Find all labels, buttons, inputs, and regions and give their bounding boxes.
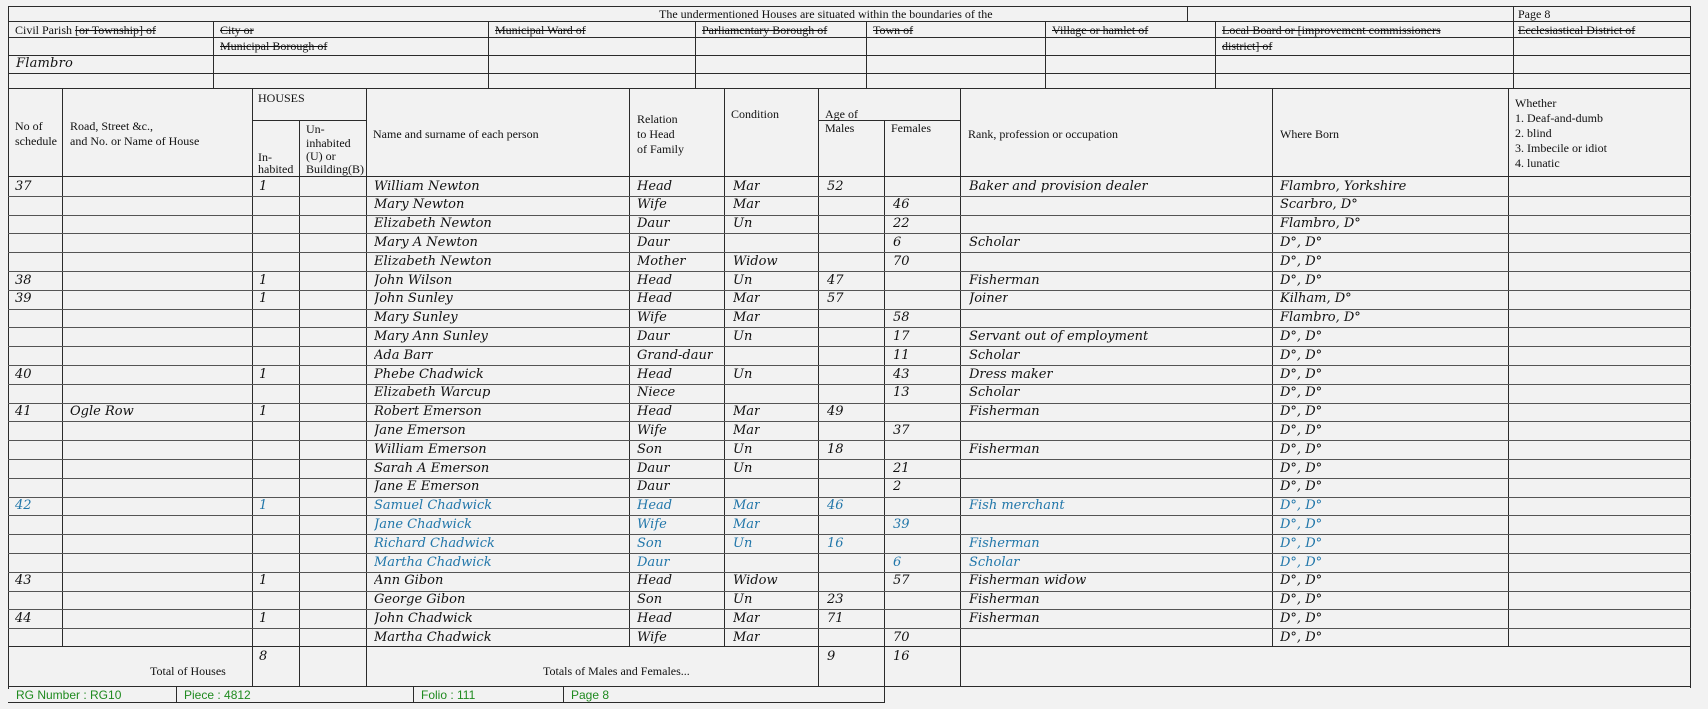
occupation-cell: Scholar: [969, 347, 1020, 363]
inhabited-cell: 1: [259, 178, 268, 194]
males-cell: 52: [827, 178, 844, 194]
name-header: Name and surname of each person: [373, 127, 539, 141]
males-cell: 57: [827, 291, 844, 307]
occupation-cell: Scholar: [969, 385, 1020, 401]
name-cell: Richard Chadwick: [374, 535, 495, 551]
parish-value: Flambro: [16, 56, 74, 71]
born-cell: D°, D°: [1280, 253, 1323, 269]
relation-cell: Mother: [637, 253, 686, 269]
uninhabited-header-3: (U) or: [306, 149, 336, 163]
row-divider: [8, 572, 1691, 573]
schedule-cell: 39: [15, 291, 32, 307]
relation-cell: Son: [637, 535, 663, 551]
houses-header: HOUSES: [258, 91, 305, 105]
uninhabited-header: Un-: [306, 122, 325, 136]
relation-cell: Head: [637, 366, 673, 382]
name-cell: Ada Barr: [374, 347, 434, 363]
occupation-cell: Baker and provision dealer: [969, 178, 1148, 194]
occupation-cell: Scholar: [969, 234, 1020, 250]
parliamentary-borough-label: Parliamentary Borough of: [702, 23, 828, 37]
relation-header: Relation: [637, 112, 678, 126]
females-cell: 6: [893, 554, 902, 570]
females-cell: 43: [893, 366, 910, 382]
name-cell: George Gibon: [374, 592, 466, 608]
schedule-cell: 42: [15, 498, 32, 514]
occupation-cell: Fisherman: [969, 272, 1040, 288]
rg-number: RG Number : RG10: [16, 688, 122, 702]
road-header-2: and No. or Name of House: [70, 134, 200, 148]
occupation-cell: Fisherman widow: [969, 573, 1087, 589]
name-cell: Mary Sunley: [374, 310, 458, 326]
row-divider: [8, 403, 1691, 404]
born-cell: D°, D°: [1280, 385, 1323, 401]
row-divider: [8, 346, 1691, 347]
row-divider: [8, 609, 1691, 610]
occupation-cell: Fisherman: [969, 592, 1040, 608]
name-cell: Elizabeth Newton: [374, 216, 492, 232]
name-cell: John Sunley: [374, 291, 453, 307]
occupation-cell: Fisherman: [969, 610, 1040, 626]
row-divider: [8, 215, 1691, 216]
relation-cell: Son: [637, 441, 663, 457]
occupation-cell: Joiner: [969, 291, 1009, 307]
schedule-cell: 41: [15, 404, 32, 420]
females-cell: 57: [893, 573, 910, 589]
condition-cell: Mar: [733, 178, 761, 194]
males-cell: 18: [827, 441, 844, 457]
born-cell: D°, D°: [1280, 498, 1323, 514]
row-divider: [8, 553, 1691, 554]
condition-cell: Un: [733, 216, 753, 232]
name-cell: Elizabeth Warcup: [374, 385, 491, 401]
municipal-borough-label: Municipal Borough of: [220, 39, 328, 53]
row-divider: [8, 252, 1691, 253]
born-cell: Scarbro, D°: [1280, 197, 1358, 213]
schedule-cell: 44: [15, 610, 32, 626]
totals-persons-label: Totals of Males and Females...: [543, 664, 690, 678]
relation-cell: Head: [637, 498, 673, 514]
born-cell: Flambro, D°: [1280, 310, 1361, 326]
row-divider: [8, 327, 1691, 328]
name-cell: Samuel Chadwick: [374, 498, 493, 514]
name-cell: Phebe Chadwick: [374, 366, 484, 382]
civil-parish-label: Civil Parish [or Township] of: [15, 23, 156, 37]
row-divider: [8, 534, 1691, 535]
inhabited-header-2: habited: [258, 162, 294, 176]
relation-cell: Wife: [637, 197, 667, 213]
condition-cell: Mar: [733, 310, 761, 326]
condition-cell: Un: [733, 328, 753, 344]
born-cell: D°, D°: [1280, 404, 1323, 420]
name-cell: Mary A Newton: [374, 234, 478, 250]
occupation-header: Rank, profession or occupation: [968, 127, 1118, 141]
inhabited-cell: 1: [259, 573, 268, 589]
relation-cell: Head: [637, 291, 673, 307]
name-cell: Mary Ann Sunley: [374, 328, 488, 344]
males-cell: 49: [827, 404, 844, 420]
name-cell: William Emerson: [374, 441, 487, 457]
local-board-label: Local Board or [improvement commissioners: [1222, 23, 1441, 37]
born-cell: Flambro, Yorkshire: [1280, 178, 1407, 194]
row-divider: [8, 290, 1691, 291]
row-divider: [8, 497, 1691, 498]
females-cell: 58: [893, 310, 910, 326]
males-cell: 46: [827, 498, 844, 514]
relation-cell: Daur: [637, 328, 670, 344]
schedule-cell: 40: [15, 366, 32, 382]
born-cell: D°, D°: [1280, 441, 1323, 457]
row-divider: [8, 515, 1691, 516]
row-divider: [8, 440, 1691, 441]
schedule-header-2: schedule: [15, 134, 57, 148]
females-cell: 37: [893, 422, 910, 438]
condition-cell: Un: [733, 592, 753, 608]
relation-cell: Head: [637, 404, 673, 420]
occupation-cell: Fish merchant: [969, 498, 1065, 514]
relation-cell: Wife: [637, 516, 667, 532]
schedule-header: No of: [15, 119, 43, 133]
relation-cell: Grand-daur: [637, 347, 714, 363]
females-cell: 46: [893, 197, 910, 213]
females-cell: 70: [893, 253, 910, 269]
name-cell: Martha Chadwick: [374, 629, 492, 645]
schedule-cell: 37: [15, 178, 32, 194]
whether-option-4: 4. lunatic: [1515, 156, 1560, 170]
inhabited-header: In-: [258, 150, 272, 164]
condition-cell: Un: [733, 460, 753, 476]
relation-cell: Head: [637, 610, 673, 626]
inhabited-cell: 1: [259, 498, 268, 514]
ecclesiastical-label: Ecclesiastical District of: [1518, 23, 1636, 37]
whether-option-1: 1. Deaf-and-dumb: [1515, 111, 1603, 125]
females-cell: 13: [893, 385, 910, 401]
relation-cell: Head: [637, 573, 673, 589]
born-header: Where Born: [1280, 127, 1339, 141]
born-cell: D°, D°: [1280, 610, 1323, 626]
municipal-ward-label: Municipal Ward of: [495, 23, 586, 37]
occupation-cell: Scholar: [969, 554, 1020, 570]
born-cell: D°, D°: [1280, 347, 1323, 363]
condition-cell: Un: [733, 535, 753, 551]
born-cell: D°, D°: [1280, 272, 1323, 288]
males-cell: 71: [827, 610, 844, 626]
condition-cell: Mar: [733, 422, 761, 438]
condition-cell: Un: [733, 366, 753, 382]
females-header: Females: [891, 121, 931, 135]
total-inhabited: 8: [259, 649, 268, 664]
born-cell: Kilham, D°: [1280, 291, 1352, 307]
born-cell: D°, D°: [1280, 554, 1323, 570]
born-cell: D°, D°: [1280, 328, 1323, 344]
row-divider: [8, 459, 1691, 460]
name-cell: Sarah A Emerson: [374, 460, 490, 476]
row-divider: [8, 628, 1691, 629]
village-label: Village or hamlet of: [1052, 23, 1149, 37]
city-label: City or: [220, 23, 254, 37]
header-banner: The undermentioned Houses are situated within the boundaries of the: [659, 7, 993, 21]
whether-option-2: 2. blind: [1515, 126, 1552, 140]
name-cell: Elizabeth Newton: [374, 253, 492, 269]
relation-header-3: of Family: [637, 142, 684, 156]
condition-cell: Widow: [733, 573, 778, 589]
born-cell: D°, D°: [1280, 573, 1323, 589]
relation-cell: Niece: [637, 385, 676, 401]
uninhabited-header-4: Building(B): [306, 162, 365, 176]
name-cell: Ann Gibon: [374, 573, 444, 589]
road-cell: Ogle Row: [70, 404, 134, 420]
females-cell: 22: [893, 216, 910, 232]
occupation-cell: Fisherman: [969, 404, 1040, 420]
occupation-cell: Dress maker: [969, 366, 1053, 382]
inhabited-cell: 1: [259, 404, 268, 420]
relation-cell: Wife: [637, 629, 667, 645]
row-divider: [8, 233, 1691, 234]
born-cell: D°, D°: [1280, 629, 1323, 645]
row-divider: [8, 421, 1691, 422]
name-cell: Mary Newton: [374, 197, 465, 213]
inhabited-cell: 1: [259, 291, 268, 307]
name-cell: John Wilson: [374, 272, 453, 288]
row-divider: [8, 309, 1691, 310]
local-board-label-2: district] of: [1222, 39, 1273, 53]
condition-cell: Mar: [733, 516, 761, 532]
males-cell: 16: [827, 535, 844, 551]
condition-header: Condition: [731, 107, 780, 121]
row-divider: [8, 384, 1691, 385]
uninhabited-header-2: inhabited: [306, 136, 351, 150]
occupation-cell: Servant out of employment: [969, 328, 1149, 344]
born-cell: D°, D°: [1280, 516, 1323, 532]
relation-cell: Daur: [637, 554, 670, 570]
footer-page: Page 8: [571, 688, 610, 702]
born-cell: D°, D°: [1280, 479, 1323, 495]
relation-cell: Head: [637, 272, 673, 288]
born-cell: D°, D°: [1280, 535, 1323, 551]
name-cell: Robert Emerson: [374, 404, 482, 420]
whether-option-3: 3. Imbecile or idiot: [1515, 141, 1607, 155]
relation-cell: Daur: [637, 460, 670, 476]
born-cell: D°, D°: [1280, 422, 1323, 438]
females-cell: 6: [893, 234, 902, 250]
condition-cell: Mar: [733, 404, 761, 420]
born-cell: D°, D°: [1280, 460, 1323, 476]
occupation-cell: Fisherman: [969, 535, 1040, 551]
born-cell: D°, D°: [1280, 592, 1323, 608]
town-label: Town of: [873, 23, 914, 37]
relation-cell: Wife: [637, 422, 667, 438]
occupation-cell: Fisherman: [969, 441, 1040, 457]
total-females: 16: [893, 649, 910, 664]
relation-header-2: to Head: [637, 127, 675, 141]
inhabited-cell: 1: [259, 366, 268, 382]
name-cell: Martha Chadwick: [374, 554, 492, 570]
row-divider: [8, 365, 1691, 366]
born-cell: Flambro, D°: [1280, 216, 1361, 232]
females-cell: 39: [893, 516, 910, 532]
females-cell: 21: [893, 460, 910, 476]
name-cell: William Newton: [374, 178, 480, 194]
road-header: Road, Street &c.,: [70, 119, 153, 133]
piece-number: Piece : 4812: [184, 688, 251, 702]
relation-cell: Daur: [637, 216, 670, 232]
born-cell: D°, D°: [1280, 366, 1323, 382]
page-number: Page 8: [1518, 7, 1551, 21]
row-divider: [8, 591, 1691, 592]
name-cell: John Chadwick: [374, 610, 473, 626]
relation-cell: Son: [637, 592, 663, 608]
females-cell: 11: [893, 347, 910, 363]
total-houses-label: Total of Houses: [150, 664, 226, 678]
name-cell: Jane Emerson: [374, 422, 466, 438]
condition-cell: Mar: [733, 629, 761, 645]
age-header: Age of: [825, 107, 858, 121]
condition-cell: Un: [733, 272, 753, 288]
whether-header: Whether: [1515, 96, 1557, 110]
name-cell: Jane E Emerson: [374, 479, 480, 495]
row-divider: [8, 478, 1691, 479]
folio-number: Folio : 111: [421, 688, 476, 702]
condition-cell: Un: [733, 441, 753, 457]
name-cell: Jane Chadwick: [374, 516, 472, 532]
total-males: 9: [827, 649, 836, 664]
males-cell: 23: [827, 592, 844, 608]
females-cell: 2: [893, 479, 902, 495]
males-header: Males: [825, 121, 855, 135]
condition-cell: Mar: [733, 498, 761, 514]
relation-cell: Head: [637, 178, 673, 194]
relation-cell: Wife: [637, 310, 667, 326]
born-cell: D°, D°: [1280, 234, 1323, 250]
condition-cell: Mar: [733, 610, 761, 626]
condition-cell: Widow: [733, 253, 778, 269]
schedule-cell: 38: [15, 272, 32, 288]
row-divider: [8, 196, 1691, 197]
inhabited-cell: 1: [259, 272, 268, 288]
condition-cell: Mar: [733, 197, 761, 213]
relation-cell: Daur: [637, 234, 670, 250]
females-cell: 70: [893, 629, 910, 645]
row-divider: [8, 271, 1691, 272]
inhabited-cell: 1: [259, 610, 268, 626]
relation-cell: Daur: [637, 479, 670, 495]
males-cell: 47: [827, 272, 844, 288]
females-cell: 17: [893, 328, 910, 344]
schedule-cell: 43: [15, 573, 32, 589]
condition-cell: Mar: [733, 291, 761, 307]
